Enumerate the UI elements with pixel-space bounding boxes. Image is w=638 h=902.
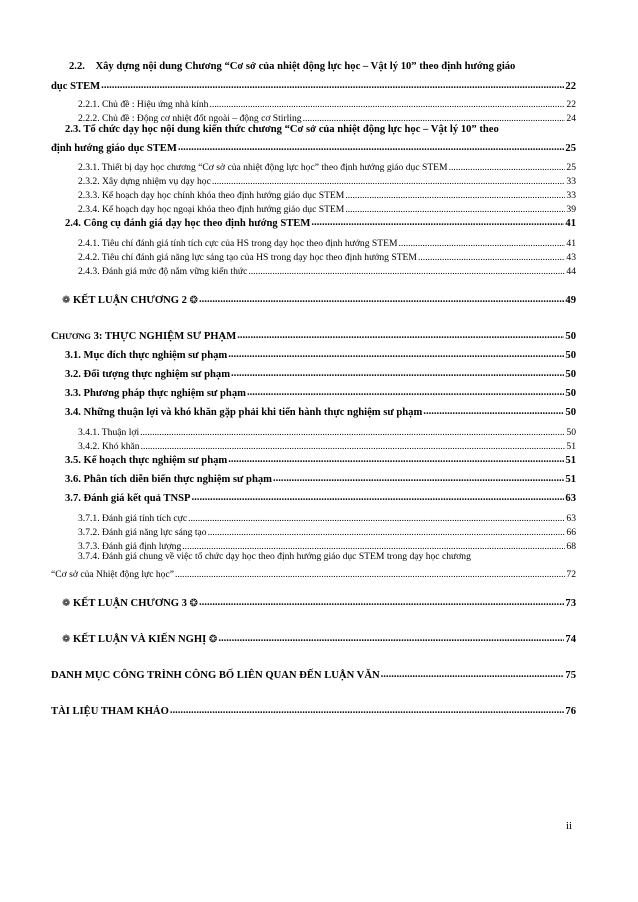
- toc-entry-title: 2.2.2. Chủ đề : Động cơ nhiệt đốt ngoài – động cơ Stirling: [78, 113, 302, 124]
- toc-entry-title: 2.3.3. Kế hoạch dạy học chính khóa theo định hướng giáo dục STEM: [78, 190, 345, 201]
- toc-entry-page: 50: [565, 350, 576, 361]
- toc-entry-title: 3.4.2. Khó khăn: [78, 441, 140, 452]
- toc-leader-dots: [218, 634, 564, 645]
- toc-leader-dots: [175, 570, 565, 580]
- toc-entry-page: 22: [565, 81, 576, 92]
- toc-entry-title: 2.4.3. Đánh giá mức độ nắm vững kiến thức: [78, 266, 248, 277]
- flourish-left-icon: ❁: [62, 634, 71, 645]
- toc-leader-dots: [237, 331, 564, 342]
- toc-entry-title: 3.3. Phương pháp thực nghiệm sư phạm: [65, 388, 246, 399]
- toc-entry-page: 50: [565, 388, 576, 399]
- toc-entry-page: 43: [566, 252, 576, 263]
- toc-entry-title: 2.3.2. Xây dựng nhiệm vụ dạy học: [78, 176, 211, 187]
- flourish-right-icon: ❂: [189, 598, 198, 609]
- toc-leader-dots: [273, 474, 564, 485]
- toc-chapter-title: [51, 331, 236, 342]
- toc-leader-dots: [423, 407, 564, 418]
- toc-entry[interactable]: [0, 345, 576, 361]
- toc-entry-page: 50: [565, 331, 576, 342]
- toc-entry-title-line2: dục STEM: [51, 81, 101, 92]
- toc-leader-dots: [231, 369, 564, 380]
- toc-entry[interactable]: [0, 593, 576, 609]
- toc-entry-page: 68: [566, 541, 576, 552]
- flourish-right-icon: ❂: [208, 634, 218, 645]
- toc-entry-title-group: [62, 634, 217, 645]
- toc-entry[interactable]: [0, 629, 576, 645]
- toc-entry[interactable]: [0, 76, 576, 92]
- chapter-small: HƯƠNG: [58, 332, 91, 341]
- toc-entry-page: 39: [566, 204, 576, 215]
- toc-entry-page: 49: [565, 295, 576, 306]
- toc-entry-title: 3.1. Mục đích thực nghiệm sư phạm: [65, 350, 228, 361]
- toc-entry[interactable]: [0, 665, 576, 681]
- toc-entry-page: 63: [565, 493, 576, 504]
- toc-entry-title: 2.2.1. Chủ đề : Hiệu ứng nhà kính: [78, 99, 209, 110]
- toc-entry-title: 3.5. Kế hoạch thực nghiệm sư phạm: [65, 455, 228, 466]
- toc-entry[interactable]: [0, 701, 576, 717]
- toc-entry-title: 3.7.1. Đánh giá tính tích cực: [78, 513, 188, 524]
- toc-entry[interactable]: [0, 488, 576, 504]
- toc-entry[interactable]: [0, 564, 576, 580]
- toc-leader-dots: [303, 114, 566, 124]
- toc-entry-title-group: [62, 295, 198, 306]
- toc-entry[interactable]: [0, 383, 576, 399]
- toc-leader-dots: [178, 143, 565, 154]
- chapter-title: 3: THỰC NGHIỆM SƯ PHẠM: [90, 331, 237, 342]
- toc-entry[interactable]: [0, 138, 576, 154]
- toc-leader-dots: [311, 218, 564, 229]
- toc-entry-title: 3.4.1. Thuận lợi: [78, 427, 140, 438]
- toc-entry-page: 74: [565, 634, 576, 645]
- page-number: ii: [566, 820, 573, 832]
- toc-entry-title: 3.4. Những thuận lợi và khó khăn gặp phải khi tiến hành thực nghiệm sư phạm: [65, 407, 423, 418]
- flourish-left-icon: ❁: [62, 598, 71, 609]
- toc-entry-title: 2.4.2. Tiêu chí đánh giá năng lực sáng tạo của HS trong dạy học theo định hướng STEM: [78, 252, 417, 263]
- toc-entry-title: 2.3.4. Kế hoạch dạy học ngoại khóa theo định hướng giáo dục STEM: [78, 204, 345, 215]
- flourish-right-icon: ❂: [189, 295, 198, 306]
- toc-leader-dots: [381, 670, 565, 681]
- toc-entry-page: 51: [565, 474, 576, 485]
- toc-entry-title: KẾT LUẬN CHƯƠNG 3: [73, 598, 187, 609]
- toc-entry-title: 3.7. Đánh giá kết quả TNSP: [65, 493, 191, 504]
- toc-entry-page: 63: [566, 513, 576, 524]
- toc-entry[interactable]: [0, 450, 576, 466]
- toc-entry-title-line2: định hướng giáo dục STEM: [51, 143, 177, 154]
- toc-leader-dots: [248, 267, 565, 277]
- toc-entry[interactable]: [0, 536, 576, 552]
- toc-entry-page: 25: [566, 162, 576, 173]
- toc-leader-dots: [199, 598, 564, 609]
- toc-entry[interactable]: [0, 290, 576, 306]
- toc-entry-page: 50: [565, 407, 576, 418]
- toc-entry-title: KẾT LUẬN VÀ KIẾN NGHỊ: [73, 634, 207, 645]
- toc-entry-page: 41: [566, 238, 576, 249]
- toc-leader-dots: [192, 493, 565, 504]
- toc-entry-page: 66: [566, 527, 576, 538]
- toc-entry-title-group: [62, 598, 198, 609]
- toc-entry-title: KẾT LUẬN CHƯƠNG 2: [73, 295, 187, 306]
- toc-entry[interactable]: [0, 261, 576, 277]
- toc-entry-title: 3.6. Phân tích diễn biến thực nghiệm sư phạm: [65, 474, 272, 485]
- toc-leader-dots: [247, 388, 564, 399]
- toc-entry-title-line1: 2.3. Tổ chức dạy học nội dung kiến thức chương “Cơ sở của nhiệt động lực học – Vật lý 10” theo: [65, 124, 499, 135]
- toc-entry[interactable]: [0, 213, 576, 229]
- toc-leader-dots: [199, 295, 564, 306]
- toc-entry-title: 3.2. Đối tượng thực nghiệm sư phạm: [65, 369, 231, 380]
- toc-entry-page: 51: [565, 455, 576, 466]
- toc-entry-title: 2.3.1. Thiết bị dạy học chương “Cơ sở của nhiệt động lực học” theo định hướng giáo dục STEM: [78, 162, 448, 173]
- toc-leader-dots: [101, 81, 564, 92]
- toc-entry-page: 76: [565, 706, 576, 717]
- toc-entry-title: 2.4.1. Tiêu chí đánh giá tính tích cực của HS trong dạy học theo định hướng STEM: [78, 238, 398, 249]
- toc-entry-page: 25: [565, 143, 576, 154]
- toc-entry[interactable]: [0, 364, 576, 380]
- toc-entry-title-line1: 3.7.4. Đánh giá chung về việc tổ chức dạy học theo định hướng giáo dục STEM trong dạy học chương: [78, 551, 471, 562]
- toc-leader-dots: [170, 706, 565, 717]
- toc-entry-title: DANH MỤC CÔNG TRÌNH CÔNG BỐ LIÊN QUAN ĐẾN LUẬN VĂN: [51, 670, 380, 681]
- toc-entry-title: 3.7.3. Đánh giá định lượng: [78, 541, 182, 552]
- toc-entry-page: 41: [565, 218, 576, 229]
- toc-entry-title-line2: “Cơ sở của Nhiệt động lực học”: [51, 569, 174, 580]
- toc-entry-title: 2.4. Công cụ đánh giá dạy học theo định hướng STEM: [65, 218, 311, 229]
- toc-entry[interactable]: [0, 402, 576, 418]
- toc-entry-page: 22: [566, 99, 576, 110]
- toc-entry-title: TÀI LIỆU THAM KHẢO: [51, 706, 169, 717]
- toc-leader-dots: [228, 455, 564, 466]
- toc-entry[interactable]: [0, 469, 576, 485]
- toc-entry[interactable]: [0, 108, 576, 124]
- toc-entry-page: 50: [566, 427, 576, 438]
- toc-entry-page: 51: [566, 441, 576, 452]
- chapter-cap: C: [51, 331, 59, 342]
- toc-entry-page: 44: [566, 266, 576, 277]
- toc-entry-page: 72: [566, 569, 576, 580]
- flourish-left-icon: ❁: [62, 295, 71, 306]
- toc-entry-page: 24: [566, 113, 576, 124]
- toc-entry-page: 73: [565, 598, 576, 609]
- toc-entry-page: 50: [565, 369, 576, 380]
- toc-entry-page: 33: [566, 190, 576, 201]
- toc-entry-page: 33: [566, 176, 576, 187]
- toc-entry-title-line1: 2.2. Xây dựng nội dung Chương “Cơ sở của nhiệt động lực học – Vật lý 10” theo định hướng giáo: [69, 61, 516, 72]
- toc-entry-page: 75: [565, 670, 576, 681]
- toc-leader-dots: [228, 350, 564, 361]
- toc-entry-title: 3.7.2. Đánh giá năng lực sáng tạo: [78, 527, 207, 538]
- toc-entry[interactable]: [0, 326, 576, 342]
